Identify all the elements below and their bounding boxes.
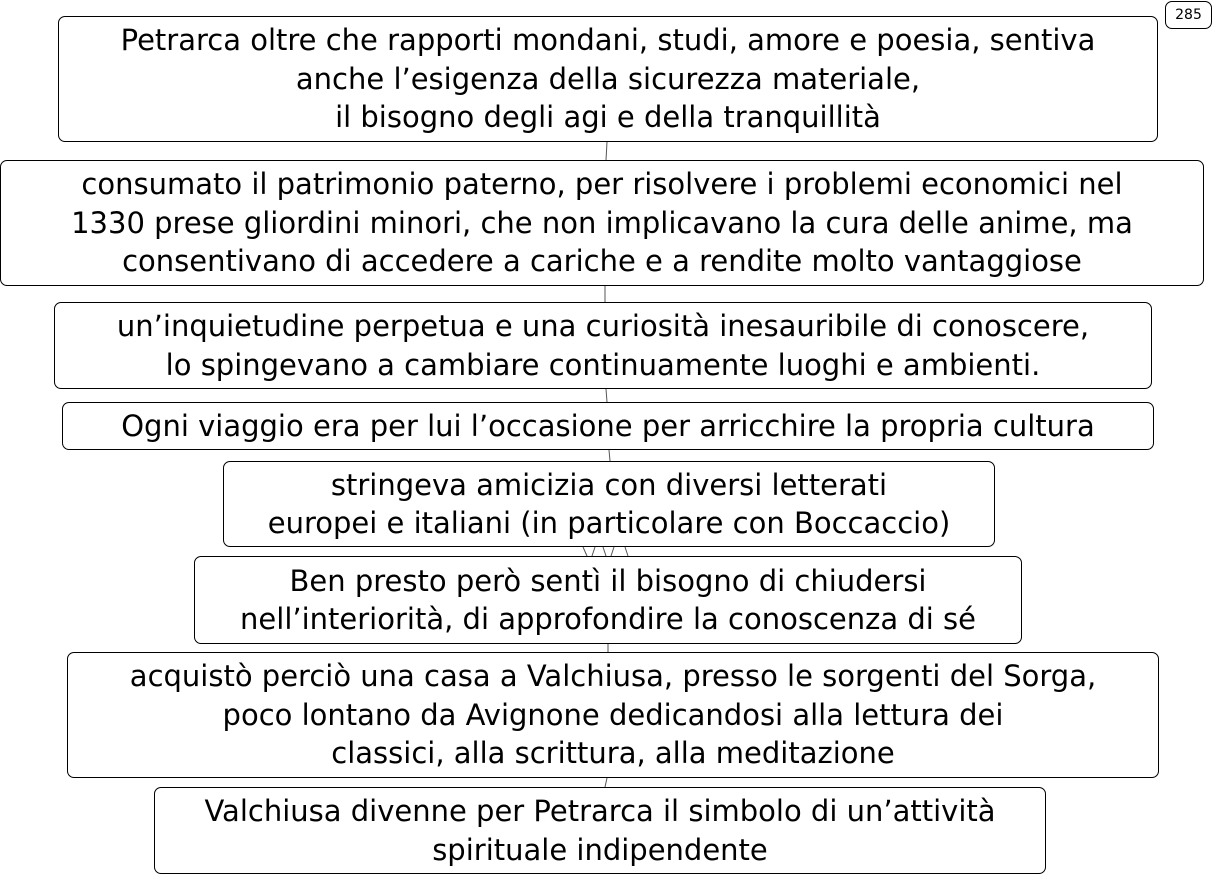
connector-5-6e <box>625 547 628 556</box>
connector-4-5 <box>609 450 610 461</box>
connector-5-6b <box>592 547 595 556</box>
connector-1-2 <box>606 142 607 160</box>
flow-node-inquietudine <box>54 302 1152 389</box>
flow-node-text: acquistò perciò una casa a Valchiusa, presso le sorgenti del Sorga, poco lontano da Avignone dedicandosi alla lettura dei classici, alla scrittura, alla meditazione <box>129 659 1097 771</box>
flow-node-text: Ogni viaggio era per lui l’occasione per arricchire la propria cultura <box>121 408 1095 443</box>
flow-node-text: Ben presto però sentì il bisogno di chiudersi nell’interiorità, di approfondire la conoscenza di sé <box>240 563 976 636</box>
flow-node-viaggio-cultura <box>62 402 1154 450</box>
connector-5-6d <box>611 547 614 556</box>
flow-node-sicurezza-materiale <box>58 16 1158 142</box>
flow-node-valchiusa-casa <box>67 652 1159 778</box>
flow-node-text: Valchiusa divenne per Petrarca il simbolo di un’attività spirituale indipendente <box>204 794 996 867</box>
connector-5-6c <box>603 547 606 556</box>
page-number-badge: 285 <box>1165 1 1212 29</box>
connector-3-4 <box>606 389 607 402</box>
flow-node-text: Petrarca oltre che rapporti mondani, studi, amore e poesia, sentiva anche l’esigenza della sicurezza materiale, il bisogno degli agi e della tranquillità <box>120 23 1096 135</box>
flow-node-interiorita <box>194 556 1022 644</box>
flow-node-ordini-minori <box>0 160 1204 286</box>
connector-5-6a <box>583 547 587 556</box>
flow-node-text: consumato il patrimonio paterno, per risolvere i problemi economici nel 1330 prese gliordini minori, che non implicavano la cura delle anime, ma consentivano di accedere a cariche e a rendite molto vantaggiose <box>71 167 1133 279</box>
flow-node-text: stringeva amicizia con diversi letterati europei e italiani (in particolare con Boccaccio) <box>267 467 951 540</box>
connector-7-8 <box>605 778 607 787</box>
flow-node-text: un’inquietudine perpetua e una curiosità inesauribile di conoscere, lo spingevano a cambiare continuamente luoghi e ambienti. <box>116 309 1090 382</box>
flow-node-valchiusa-simbolo <box>154 787 1046 874</box>
flow-node-amicizia-letterati <box>223 461 995 547</box>
